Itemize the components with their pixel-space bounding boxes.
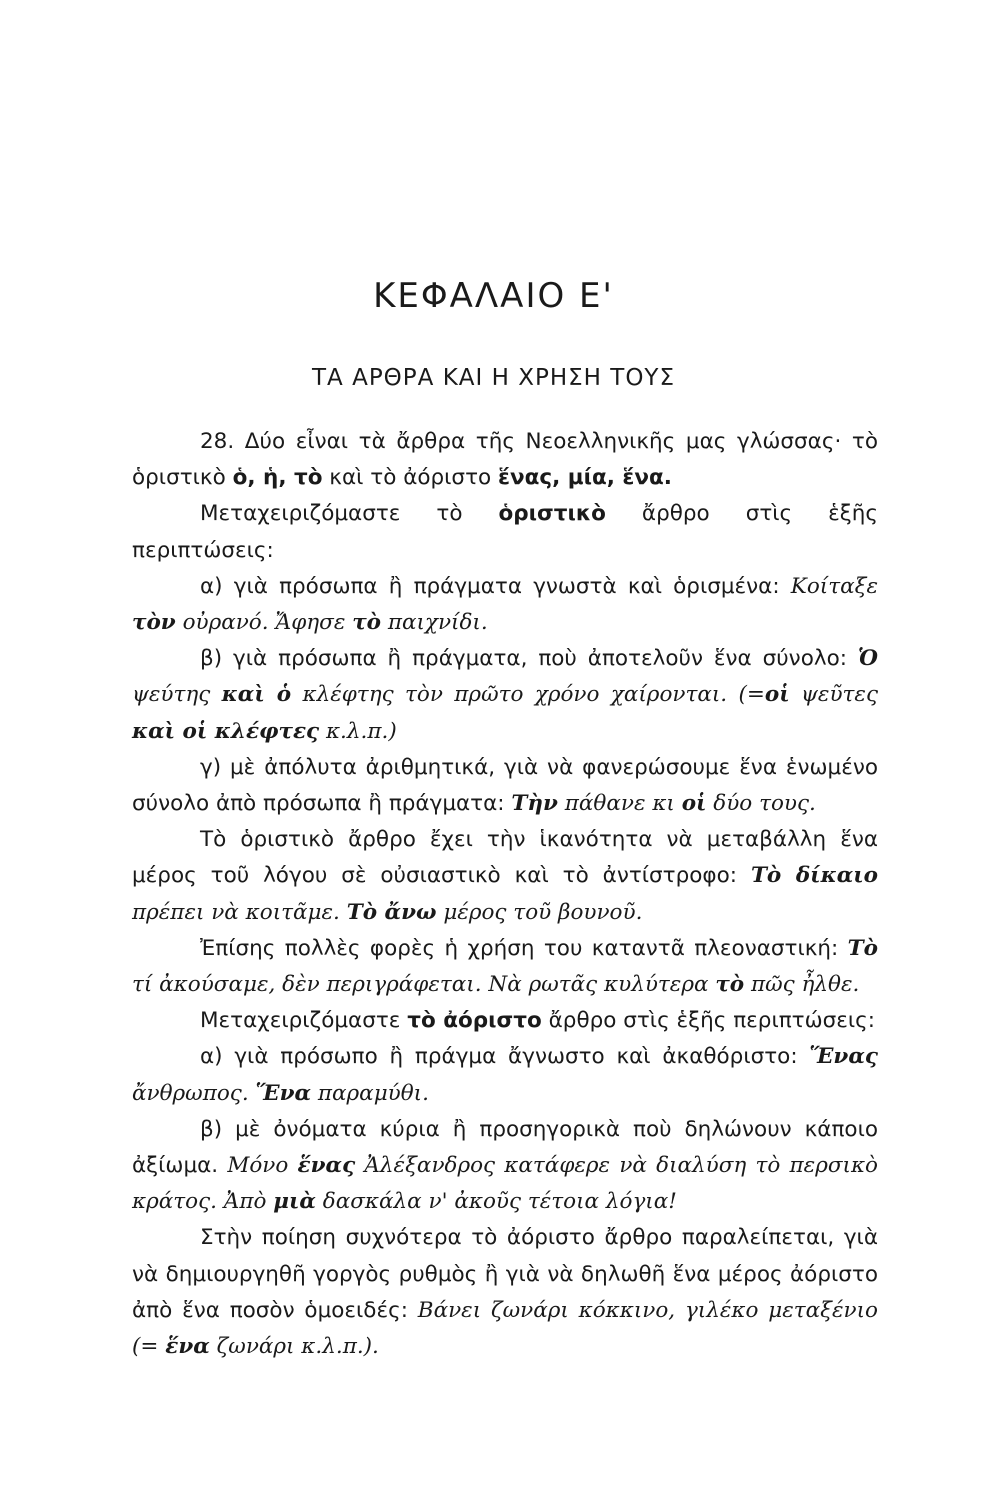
paragraph-definite-intro: Μεταχειριζόμαστε τὸ ὁριστικὸ ἄρθρο στὶς ἑξῆς περιπτώσεις:: [132, 501, 878, 563]
paragraph-case-c: γ) μὲ ἀπόλυτα ἀριθμητικά, γιὰ νὰ φανερώσουμε ἕνα ἑνωμένο σύνολο ἀπὸ πρόσωπα ἢ πράγματα: Τὴν πάθανε κι οἱ δύο τους.: [132, 754, 878, 817]
example-text: Κοίταξε: [790, 573, 878, 599]
paragraph-case-b: β) γιὰ πρόσωπα ἢ πράγματα, ποὺ ἀποτελοῦν ἕνα σύνολο: Ὁ ψεύτης καὶ ὁ κλέφτης τὸν πρῶτο χρόνο χαίρονται. (=οἱ ψεῦτες καὶ οἱ κλέφτες κ.λ.π.): [132, 646, 878, 744]
term-definite: ὁριστικὸ: [498, 501, 606, 527]
paragraph-indef-case-b: β) μὲ ὀνόματα κύρια ἢ προσηγορικὰ ποὺ δηλώνουν κάποιο ἀξίωμα. Μόνο ἕνας Ἀλέξανδρος κατάφερε νὰ διαλύση τὸ περσικὸ κράτος. Ἀπὸ μιὰ δασκάλα ν' ἀκοῦς τέτοια λόγια!: [132, 1116, 878, 1215]
indefinite-article-forms: ἕνας, μία, ἕνα.: [498, 465, 672, 491]
paragraph-28: 28. Δύο εἶναι τὰ ἄρθρα τῆς Νεοελληνικῆς μας γλώσσας· τὸ ὁριστικὸ ὁ, ἡ, τὸ καὶ τὸ ἀόριστο ἕνας, μία, ἕνα.: [132, 429, 878, 491]
section-title: ΤΑ ΑΡΘΡΑ ΚΑΙ Η ΧΡΗΣΗ ΤΟΥΣ: [311, 365, 676, 391]
term-indefinite: τὸ ἀόριστο: [407, 1008, 542, 1034]
definite-article-forms: ὁ, ἡ, τὸ: [232, 465, 323, 491]
body-text: [132, 424, 878, 1365]
paragraph-pleonastic: Ἐπίσης πολλὲς φορὲς ἡ χρήση του καταντᾶ πλεοναστική: Τὸ τί ἀκούσαμε, δὲν περιγράφεται. Νὰ ρωτᾶς κυλύτερα τὸ πῶς ἦλθε.: [132, 935, 878, 998]
paragraph-indefinite-intro: Μεταχειριζόμαστε τὸ ἀόριστο ἄρθρο στὶς ἑξῆς περιπτώσεις:: [200, 1008, 875, 1034]
paragraph-case-a: α) γιὰ πρόσωπα ἢ πράγματα γνωστὰ καὶ ὁρισμένα: Κοίταξε τὸν οὐρανό. Ἄφησε τὸ παιχνίδι.: [132, 573, 878, 636]
chapter-title: ΚΕΦΑΛΑΙΟ Ε': [373, 276, 614, 316]
paragraph-indef-case-a: α) γιὰ πρόσωπο ἢ πράγμα ἄγνωστο καὶ ἀκαθόριστο: Ἕνας ἄνθρωπος. Ἕνα παραμύθι.: [132, 1044, 878, 1106]
paragraph-nominalization: Τὸ ὁριστικὸ ἄρθρο ἔχει τὴν ἱκανότητα νὰ μεταβάλλη ἕνα μέρος τοῦ λόγου σὲ οὐσιαστικὸ καὶ τὸ ἀντίστροφο: Τὸ δίκαιο πρέπει νὰ κοιτᾶμε. Τὸ ἄνω μέρος τοῦ βουνοῦ.: [132, 827, 878, 925]
paragraph-poetry: Στὴν ποίηση συχνότερα τὸ ἀόριστο ἄρθρο παραλείπεται, γιὰ νὰ δημιουργηθῆ γοργὸς ρυθμὸς ἢ γιὰ νὰ δηλωθῆ ἕνα μέρος ἀόριστο ἀπὸ ἕνα ποσὸν ὁμοειδές: Βάνει ζωνάρι κόκκινο, γιλέκο μεταξένιο (= ἕνα ζωνάρι κ.λ.π.).: [132, 1225, 878, 1360]
